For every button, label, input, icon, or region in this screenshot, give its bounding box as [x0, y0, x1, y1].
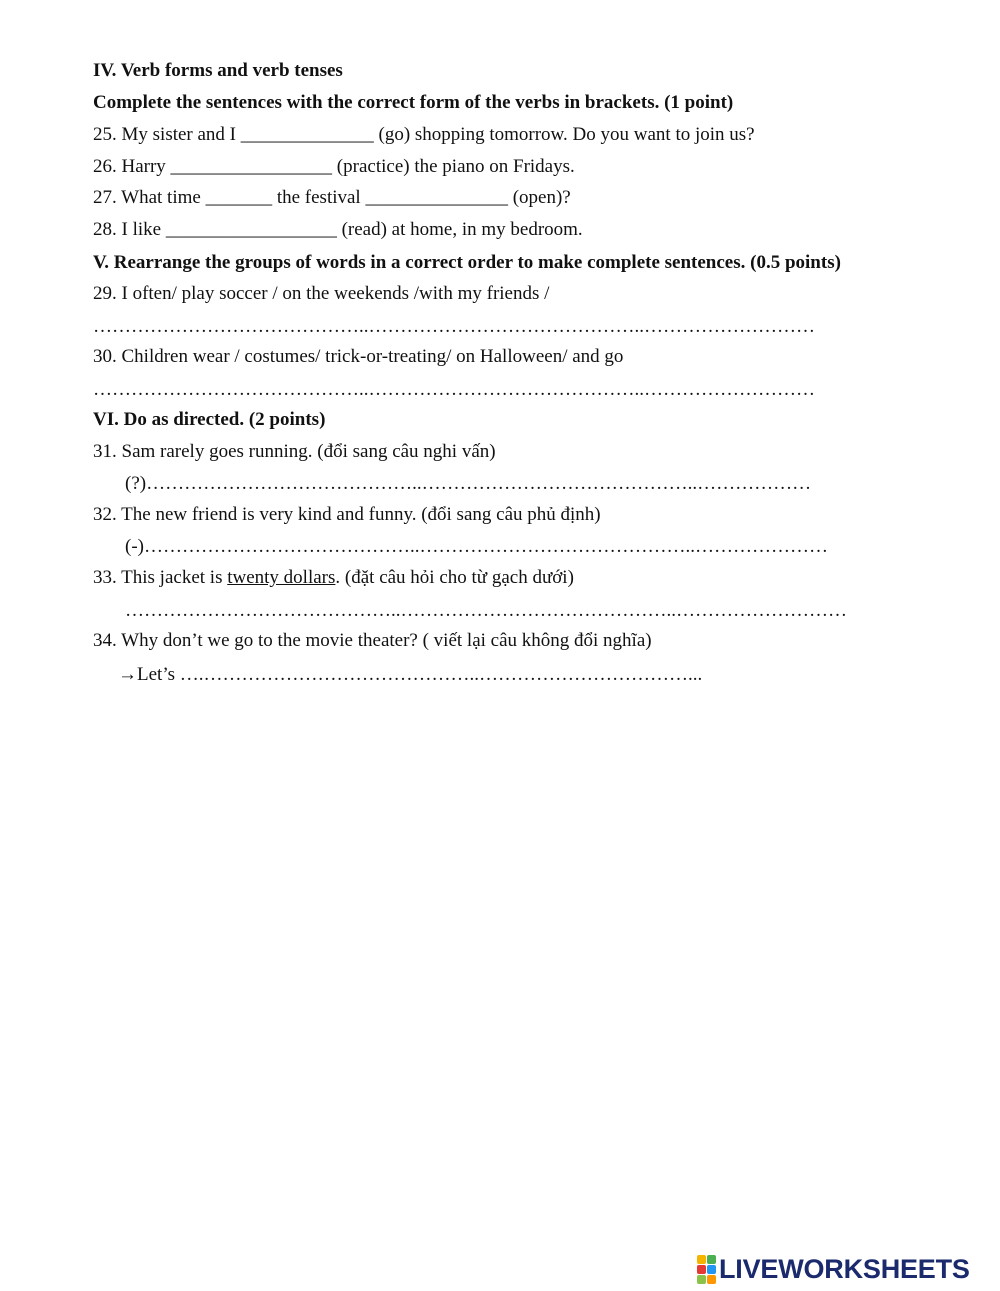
- logo-square: [697, 1265, 706, 1274]
- logo-icon: [697, 1255, 716, 1284]
- question-26: 26. Harry _________________ (practice) the piano on Fridays.: [93, 156, 575, 177]
- question-31: 31. Sam rarely goes running. (đổi sang câu nghi vấn): [93, 441, 496, 462]
- logo-text: LIVEWORKSHEETS: [719, 1254, 970, 1284]
- question-25: 25. My sister and I ______________ (go) shopping tomorrow. Do you want to join us?: [93, 124, 755, 145]
- logo-square: [697, 1275, 706, 1284]
- question-33-prefix: 33. This jacket is: [93, 567, 228, 588]
- question-32: 32. The new friend is very kind and funny. (đổi sang câu phủ định): [93, 504, 601, 525]
- section-4-instruction: Complete the sentences with the correct form of the verbs in brackets. (1 point): [93, 92, 734, 113]
- logo-square: [697, 1255, 706, 1264]
- liveworksheets-logo: [697, 1254, 970, 1284]
- logo-square: [707, 1275, 716, 1284]
- logo-square: [707, 1255, 716, 1264]
- question-28: 28. I like __________________ (read) at home, in my bedroom.: [93, 219, 583, 240]
- question-30: 30. Children wear / costumes/ trick-or-treating/ on Halloween/ and go: [93, 346, 624, 367]
- question-34-answer-line[interactable]: →Let’s ….……………………………………..……………………………...: [118, 664, 703, 685]
- question-33-answer-line[interactable]: ……………………………………..……………………………………..………………………: [125, 600, 847, 621]
- question-33-suffix: . (đặt câu hỏi cho từ gạch dưới): [335, 567, 574, 588]
- question-29-answer-line[interactable]: ……………………………………..……………………………………..………………………: [93, 316, 815, 337]
- question-29: 29. I often/ play soccer / on the weekends /with my friends /: [93, 283, 550, 304]
- logo-square: [707, 1265, 716, 1274]
- section-4-title: IV. Verb forms and verb tenses: [93, 60, 343, 81]
- section-5-title: V. Rearrange the groups of words in a correct order to make complete sentences. (0.5 points): [93, 252, 841, 273]
- question-33-underlined: twenty dollars: [227, 567, 336, 588]
- question-32-answer-line[interactable]: (-)……………………………………..……………………………………..…………………: [125, 536, 828, 557]
- question-34: 34. Why don’t we go to the movie theater? ( viết lại câu không đổi nghĩa): [93, 630, 652, 651]
- question-27: 27. What time _______ the festival _______________ (open)?: [93, 187, 571, 208]
- question-33: [93, 566, 574, 590]
- section-6-title: VI. Do as directed. (2 points): [93, 409, 326, 430]
- question-30-answer-line[interactable]: ……………………………………..……………………………………..………………………: [93, 379, 815, 400]
- question-31-answer-line[interactable]: (?)……………………………………..……………………………………..………………: [125, 473, 812, 494]
